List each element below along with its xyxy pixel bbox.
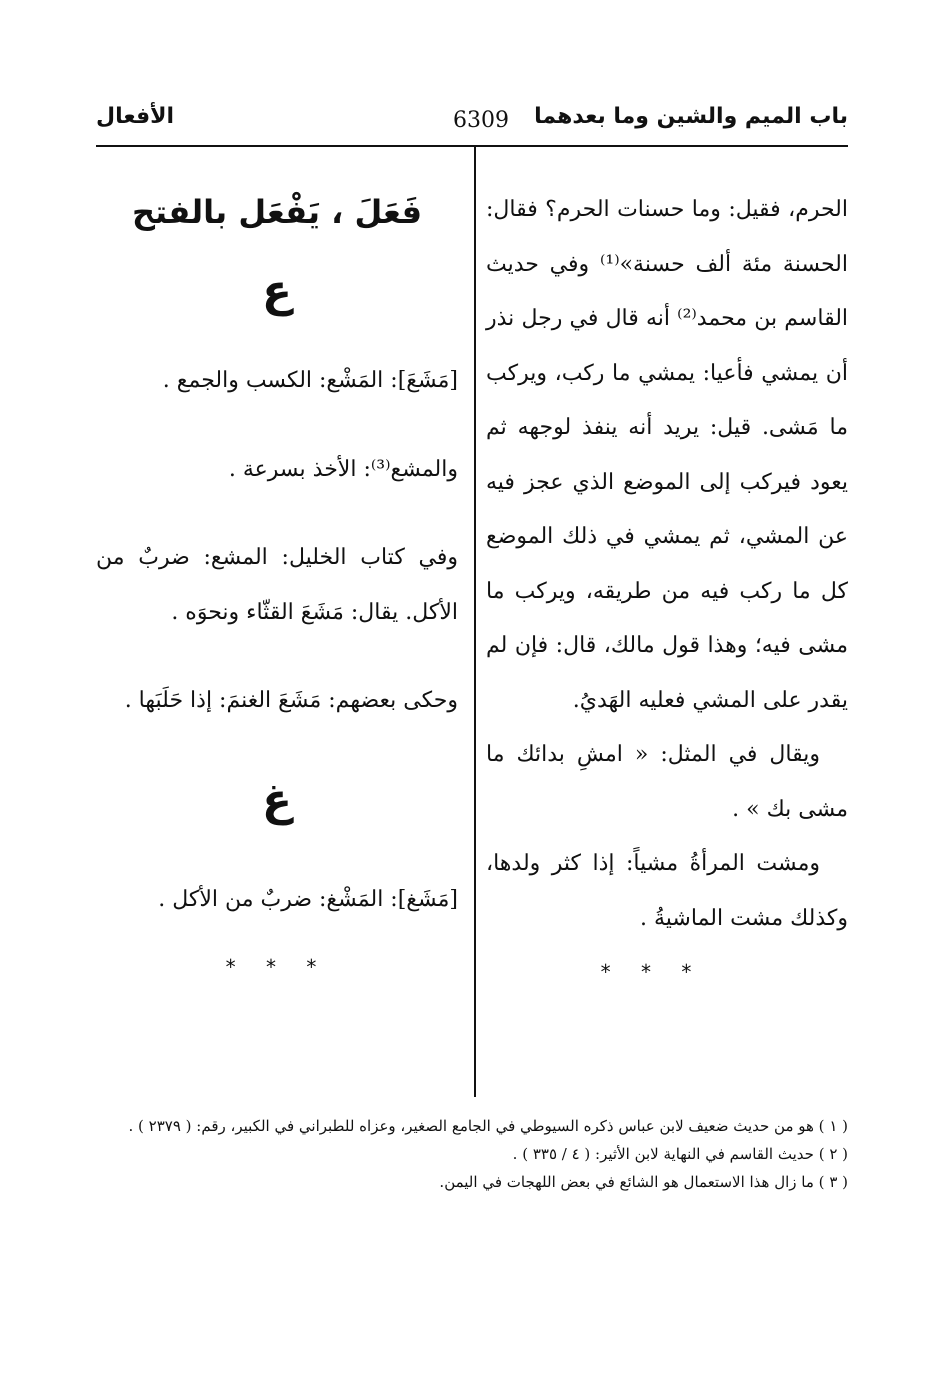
- chapter-title: فَعَلَ ، يَفْعَل بالفتح: [131, 193, 423, 231]
- paragraph-hadith: الحرم، فقيل: وما حسنات الحرم؟ فقال: الحسنة مئة ألف حسنة»⁽¹⁾ وفي حديث القاسم بن محمد⁽²⁾ أنه قال في رجل نذر أن يمشي فأعيا: يمشي ما ركب، ويركب ما مَشى. قيل: يريد أنه ينفذ لوجهه ثم يعود فيركب إلى الموضع الذي عجز فيه عن المشي، ثم يمشي في ذلك الموضع كل ما ركب فيه من طريقه، ويركب ما مشى فيه؛ وهذا قول مالك، قال: فإن لم يقدر على المشي فعليه الهَديُ.: [486, 197, 849, 713]
- left-column: [96, 190, 458, 979]
- paragraph-proverb: ويقال في المثل: « امشِ بدائك ما مشى بك » .: [486, 742, 848, 822]
- entry-mash-a: [مَشَعَ]: المَشْع: الكسب والجمع .: [162, 368, 458, 393]
- running-head-section: الأفعال: [96, 104, 175, 129]
- footnote-3: ( ٣ ) ما زال هذا الاستعمال هو الشائع في بعض اللهجات في اليمن.: [439, 1173, 848, 1191]
- running-head-chapter: باب الميم والشين وما بعدهما: [534, 104, 848, 129]
- letter-heading-ghain: غ: [261, 774, 293, 826]
- entry-mash-speed: والمشع⁽³⁾: الأخذ بسرعة .: [228, 456, 458, 482]
- section-separator: * * *: [600, 960, 704, 984]
- section-separator-left: * * *: [225, 955, 329, 979]
- column-divider: [474, 147, 476, 1097]
- footnote-1: ( ١ ) هو من حديث ضعيف لابن عباس ذكره السيوطي في الجامع الصغير، وعزاه للطبراني في الكبير، رقم: ( ٢٣٧٩ ) .: [128, 1117, 848, 1135]
- footnotes: [96, 1112, 848, 1196]
- entry-khalil: وفي كتاب الخليل: المشع: ضربٌ من الأكل. يقال: مَشَعَ القثّاء ونحوَه .: [96, 545, 458, 625]
- right-column: [486, 183, 848, 992]
- page-number: 6309: [453, 108, 509, 133]
- page-header: [0, 100, 944, 140]
- letter-heading-ain: ع: [261, 266, 293, 317]
- header-rule: [96, 145, 848, 147]
- footnote-2: ( ٢ ) حديث القاسم في النهاية لابن الأثير: ( ٤ / ٣٣٥ ) .: [512, 1145, 848, 1163]
- paragraph-mashat: ومشت المرأةُ مشياً: إذا كثر ولدها، وكذلك مشت الماشيةُ .: [486, 851, 848, 931]
- entry-mashgh: [مَشَغ]: المَشْغ: ضربٌ من الأكل .: [158, 886, 458, 912]
- entry-ghanam: وحكى بعضهم: مَشَعَ الغنمَ: إذا حَلَبَها .: [124, 688, 458, 713]
